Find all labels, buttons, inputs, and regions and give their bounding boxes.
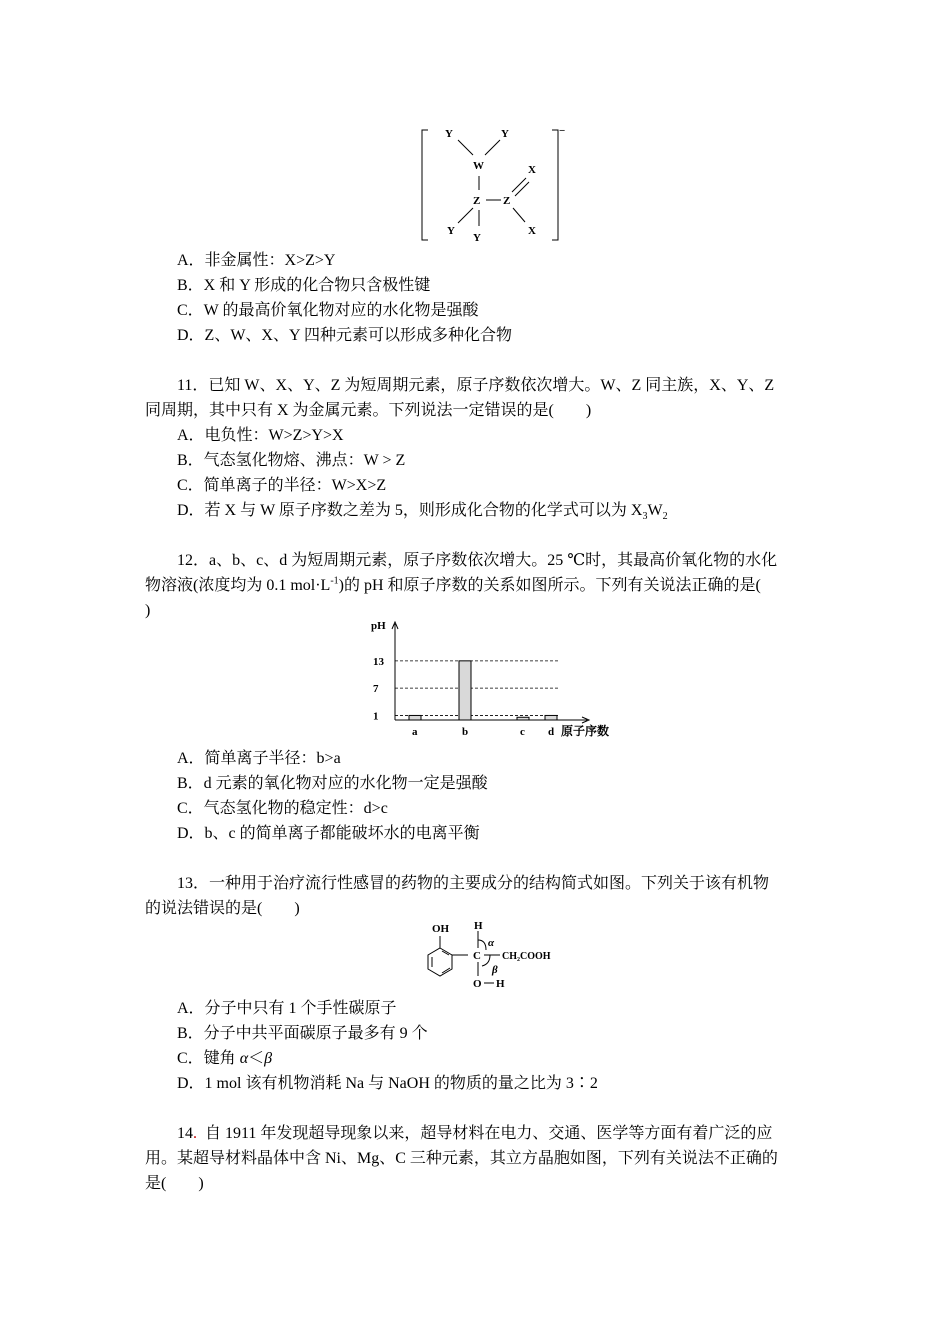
- q10-option-c: C．W 的最高价氧化物对应的水化物是强酸: [177, 302, 479, 319]
- bar-c: [517, 717, 529, 720]
- q13-option-d: D．1 mol 该有机物消耗 Na 与 NaOH 的物质的量之比为 3∶2: [177, 1075, 598, 1092]
- beta-label: β: [492, 964, 498, 976]
- o-label: O: [473, 978, 482, 990]
- charge-sign: −: [559, 125, 566, 137]
- y-axis-label: pH: [371, 620, 386, 632]
- y-tick-label: 1: [373, 710, 379, 723]
- q13-stem-line2: 的说法错误的是( ): [145, 900, 300, 917]
- q12-option-c: C．气态氢化物的稳定性：d>c: [177, 800, 388, 817]
- x-tick-label: b: [462, 726, 469, 738]
- q11-option-b: B．气态氢化物熔、沸点：W > Z: [177, 452, 406, 469]
- q14-stem-line3: 是( ): [145, 1175, 204, 1192]
- ch2cooh-label: CH₂COOH: [502, 951, 551, 962]
- atom-x: X: [528, 164, 536, 176]
- atom-z: Z: [503, 195, 511, 207]
- atom-y: Y: [447, 225, 455, 237]
- y-tick-label: 7: [373, 683, 379, 696]
- q10-option-b: B．X 和 Y 形成的化合物只含极性键: [177, 277, 431, 294]
- atom-y: Y: [445, 128, 453, 140]
- x-axis-label: 原子序数: [561, 724, 610, 738]
- y-tick-label: 13: [373, 655, 384, 668]
- q11-stem-line1: 11．已知 W、X、Y、Z 为短周期元素，原子序数依次增大。W、Z 同主族，X、Y、Z: [177, 377, 775, 394]
- q13-stem-line1: 13．一种用于治疗流行性感冒的药物的主要成分的结构简式如图。下列关于该有机物: [177, 875, 770, 892]
- bar-d: [545, 715, 557, 720]
- alpha-label: α: [488, 937, 495, 949]
- atom-y: Y: [501, 128, 509, 140]
- q11-option-c: C．简单离子的半径：W>X>Z: [177, 477, 387, 494]
- q14-stem-line1: 14. 自 1911 年发现超导现象以来，超导材料在电力、交通、医学等方面有着广泛的应: [177, 1125, 773, 1142]
- structure-figure-q13: [420, 918, 570, 994]
- atom-w: W: [473, 160, 484, 172]
- atom-y: Y: [473, 232, 481, 244]
- structure-figure-q10: [415, 122, 575, 246]
- q11-option-d: D．若 X 与 W 原子序数之差为 5，则形成化合物的化学式可以为 $X_3W_2$: [177, 502, 668, 523]
- atom-x: X: [528, 225, 536, 237]
- q11-option-a: A．电负性：W>Z>Y>X: [177, 427, 344, 444]
- q12-option-d: D．b、c 的简单离子都能破坏水的电离平衡: [177, 825, 480, 842]
- q13-option-b: B．分子中共平面碳原子最多有 9 个: [177, 1025, 428, 1042]
- q12-stem-line2: 物溶液(浓度均为 0.1 $mol\cdot L^{-1}$)的 pH 和原子序数的关系如图所示。下列有关说法正确的是(: [145, 575, 761, 594]
- ph-bar-chart: [365, 618, 625, 740]
- q12-stem-line1: 12．a、b、c、d 为短周期元素，原子序数依次增大。25 ℃时，其最高价氧化物的水化: [177, 552, 778, 569]
- h-label: H: [496, 978, 505, 990]
- bar-b: [459, 661, 471, 720]
- q13-option-a: A．分子中只有 1 个手性碳原子: [177, 1000, 397, 1017]
- atom-z: Z: [473, 195, 481, 207]
- oh-label: OH: [432, 923, 450, 935]
- q10-option-a: A．非金属性：X>Z>Y: [177, 252, 336, 269]
- q13-option-c: C．键角 α＜β: [177, 1050, 273, 1067]
- q11-stem-line2: 同周期，其中只有 X 为金属元素。下列说法一定错误的是( ): [145, 402, 592, 419]
- q10-option-d: D．Z、W、X、Y 四种元素可以形成多种化合物: [177, 327, 512, 344]
- q12-stem-line3: ): [145, 602, 151, 619]
- q12-option-b: B．d 元素的氧化物对应的水化物一定是强酸: [177, 775, 488, 792]
- c-label: C: [473, 950, 481, 962]
- q14-stem-line2: 用。某超导材料晶体中含 Ni、Mg、C 三种元素，其立方晶胞如图，下列有关说法不正确的: [145, 1150, 778, 1167]
- h-label: H: [474, 920, 483, 932]
- q12-option-a: A．简单离子半径：b>a: [177, 750, 341, 767]
- bar-a: [409, 715, 421, 720]
- x-tick-label: a: [412, 726, 418, 738]
- x-tick-label: c: [520, 726, 525, 738]
- x-tick-label: d: [548, 726, 555, 738]
